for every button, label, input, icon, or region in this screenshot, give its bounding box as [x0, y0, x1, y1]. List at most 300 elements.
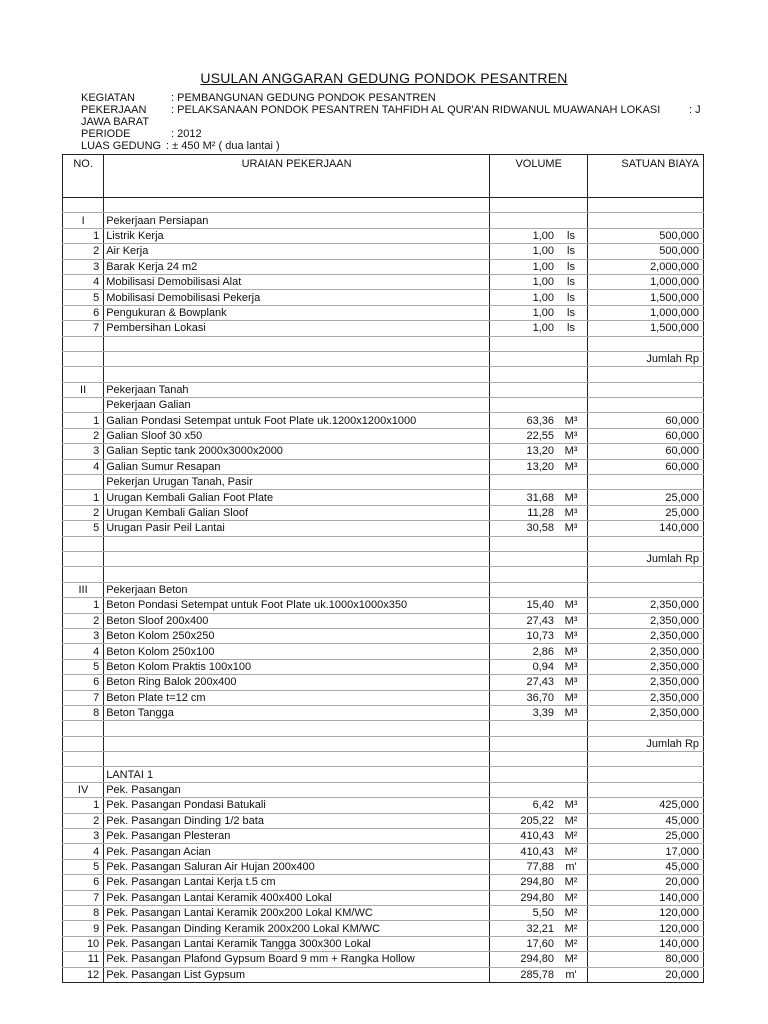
row-description: Pekerjaan Tanah — [104, 382, 490, 397]
row-description: Pembersihan Lokasi — [104, 321, 490, 336]
row-description — [104, 536, 490, 551]
row-unit-price: 2,350,000 — [588, 659, 704, 674]
volume-unit: M² — [564, 814, 578, 827]
row-no — [63, 398, 104, 413]
row-description: Galian Sumur Resapan — [104, 459, 490, 474]
row-description: Pekerjaan Galian — [104, 398, 490, 413]
row-no: 2 — [63, 428, 104, 443]
volume-value: 410,43 — [520, 830, 554, 843]
table-row — [63, 413, 704, 428]
table-row — [63, 521, 704, 536]
row-volume — [489, 782, 587, 797]
table-row — [63, 829, 704, 844]
row-volume — [489, 844, 587, 859]
row-description: Beton Sloof 200x400 — [104, 613, 490, 628]
row-description: Pek. Pasangan Pondasi Batukali — [104, 798, 490, 813]
row-unit-price — [588, 382, 704, 397]
row-unit-price: 60,000 — [588, 459, 704, 474]
volume-value: 0,94 — [532, 660, 554, 673]
row-volume — [489, 259, 587, 274]
row-description: Pek. Pasangan Saluran Air Hujan 200x400 — [104, 859, 490, 874]
row-no: 3 — [63, 259, 104, 274]
row-unit-price: 25,000 — [588, 505, 704, 520]
row-volume — [489, 628, 587, 643]
row-volume — [489, 398, 587, 413]
table-row — [63, 936, 704, 951]
row-no: I — [63, 213, 104, 228]
table-row — [63, 398, 704, 413]
row-description: Pek. Pasangan List Gypsum — [104, 967, 490, 982]
table-row — [63, 782, 704, 797]
row-volume — [489, 305, 587, 320]
row-unit-price — [588, 567, 704, 582]
row-no — [63, 551, 104, 566]
row-no — [63, 367, 104, 382]
row-volume — [489, 475, 587, 490]
row-unit-price: 140,000 — [588, 521, 704, 536]
volume-value: 13,20 — [526, 460, 554, 473]
volume-unit: M³ — [564, 691, 578, 704]
row-unit-price: 425,000 — [588, 798, 704, 813]
table-row — [63, 228, 704, 243]
row-volume — [489, 505, 587, 520]
table-row — [63, 244, 704, 259]
table-row — [63, 767, 704, 782]
row-volume — [489, 228, 587, 243]
row-volume — [489, 321, 587, 336]
table-row — [63, 921, 704, 936]
row-unit-price: 120,000 — [588, 905, 704, 920]
row-volume — [489, 967, 587, 982]
table-row — [63, 490, 704, 505]
kegiatan-label: KEGIATAN — [81, 92, 135, 104]
row-no: 7 — [63, 690, 104, 705]
row-unit-price: 140,000 — [588, 936, 704, 951]
row-description: Beton Plate t=12 cm — [104, 690, 490, 705]
row-description: Urugan Pasir Peil Lantai — [104, 521, 490, 536]
volume-unit: M² — [564, 876, 578, 889]
table-row — [63, 551, 704, 566]
row-description: Urugan Kembali Galian Foot Plate — [104, 490, 490, 505]
row-description: Pekerjaan Persiapan — [104, 213, 490, 228]
row-no — [63, 475, 104, 490]
row-unit-price: 60,000 — [588, 444, 704, 459]
row-unit-price — [588, 398, 704, 413]
row-unit-price — [588, 721, 704, 736]
row-volume — [489, 905, 587, 920]
row-volume — [489, 198, 587, 213]
row-volume — [489, 551, 587, 566]
pekerjaan-tail: : J — [689, 104, 701, 116]
row-unit-price: 1,000,000 — [588, 305, 704, 320]
row-volume — [489, 613, 587, 628]
row-description: Pek. Pasangan Dinding Keramik 200x200 Lokal KM/WC — [104, 921, 490, 936]
row-unit-price: 2,350,000 — [588, 705, 704, 720]
row-description: Beton Kolom Praktis 100x100 — [104, 659, 490, 674]
header-no: NO. — [63, 155, 104, 198]
periode-value: : 2012 — [171, 128, 202, 140]
volume-value: 3,39 — [532, 707, 554, 720]
row-no — [63, 567, 104, 582]
row-volume — [489, 644, 587, 659]
table-row — [63, 844, 704, 859]
row-no — [63, 198, 104, 213]
row-volume — [489, 213, 587, 228]
row-unit-price: 80,000 — [588, 952, 704, 967]
row-unit-price: 60,000 — [588, 413, 704, 428]
volume-value: 1,00 — [532, 322, 554, 335]
row-no: 1 — [63, 490, 104, 505]
table-row — [63, 505, 704, 520]
row-no: 2 — [63, 813, 104, 828]
header-uraian: URAIAN PEKERJAAN — [104, 155, 490, 198]
row-no: 7 — [63, 890, 104, 905]
volume-unit: M³ — [564, 676, 578, 689]
row-description: Air Kerja — [104, 244, 490, 259]
volume-value: 1,00 — [532, 291, 554, 304]
table-header-row — [63, 155, 704, 198]
volume-unit: M³ — [564, 630, 578, 643]
volume-unit: M³ — [564, 660, 578, 673]
meta-periode — [81, 128, 202, 140]
volume-unit: ls — [567, 306, 575, 319]
volume-unit: M³ — [564, 460, 578, 473]
row-no — [63, 767, 104, 782]
row-volume — [489, 921, 587, 936]
row-description — [104, 736, 490, 751]
table-row — [63, 336, 704, 351]
meta-luas-gedung — [81, 140, 280, 152]
row-no: 7 — [63, 321, 104, 336]
row-volume — [489, 705, 587, 720]
table-row — [63, 428, 704, 443]
row-unit-price: Jumlah Rp — [588, 736, 704, 751]
table-row — [63, 798, 704, 813]
row-unit-price: 17,000 — [588, 844, 704, 859]
row-description: Listrik Kerja — [104, 228, 490, 243]
volume-unit: m' — [565, 860, 577, 873]
table-row — [63, 459, 704, 474]
table-row — [63, 213, 704, 228]
row-volume — [489, 444, 587, 459]
row-volume — [489, 721, 587, 736]
budget-table — [62, 154, 704, 983]
row-description — [104, 721, 490, 736]
table-row — [63, 675, 704, 690]
volume-unit: M² — [564, 830, 578, 843]
row-unit-price: 2,350,000 — [588, 628, 704, 643]
row-no: II — [63, 382, 104, 397]
header-volume: VOLUME — [489, 155, 587, 198]
row-no — [63, 351, 104, 366]
row-no — [63, 536, 104, 551]
document-title: USULAN ANGGARAN GEDUNG PONDOK PESANTREN — [200, 70, 568, 86]
volume-value: 1,00 — [532, 260, 554, 273]
row-description: Pek. Pasangan Acian — [104, 844, 490, 859]
row-description — [104, 551, 490, 566]
volume-unit: M³ — [564, 645, 578, 658]
row-no: 3 — [63, 829, 104, 844]
row-unit-price: 2,350,000 — [588, 675, 704, 690]
volume-value: 63,36 — [526, 414, 554, 427]
row-no: 5 — [63, 521, 104, 536]
volume-value: 1,00 — [532, 245, 554, 258]
row-description — [104, 336, 490, 351]
volume-value: 11,28 — [527, 507, 554, 519]
row-volume — [489, 382, 587, 397]
volume-value: 32,21 — [526, 922, 554, 935]
row-no: 5 — [63, 659, 104, 674]
volume-unit: M³ — [564, 414, 578, 427]
row-description: Beton Tangga — [104, 705, 490, 720]
volume-unit: ls — [567, 229, 575, 242]
table-row — [63, 905, 704, 920]
periode-label: PERIODE — [81, 128, 131, 140]
volume-unit: M³ — [564, 614, 578, 627]
row-description: Galian Septic tank 2000x3000x2000 — [104, 444, 490, 459]
pekerjaan-continuation: JAWA BARAT — [81, 116, 150, 128]
row-volume — [489, 736, 587, 751]
row-no: 4 — [63, 274, 104, 289]
table-row — [63, 813, 704, 828]
row-description: Beton Kolom 250x100 — [104, 644, 490, 659]
table-row — [63, 952, 704, 967]
row-no: 4 — [63, 844, 104, 859]
volume-unit: m' — [565, 968, 577, 981]
row-description: Pek. Pasangan Lantai Kerja t.5 cm — [104, 875, 490, 890]
header-satuan-biaya: SATUAN BIAYA — [588, 155, 704, 198]
row-volume — [489, 952, 587, 967]
row-description: Pekerjaan Beton — [104, 582, 490, 597]
volume-unit: ls — [567, 276, 575, 289]
volume-unit: ls — [567, 260, 575, 273]
row-no: 5 — [63, 859, 104, 874]
row-no: 5 — [63, 290, 104, 305]
row-description: Beton Ring Balok 200x400 — [104, 675, 490, 690]
row-unit-price — [588, 213, 704, 228]
row-volume — [489, 798, 587, 813]
row-description: LANTAI 1 — [104, 767, 490, 782]
row-volume — [489, 459, 587, 474]
volume-value: 1,00 — [532, 306, 554, 319]
row-unit-price — [588, 536, 704, 551]
row-volume — [489, 813, 587, 828]
row-no: 6 — [63, 875, 104, 890]
row-volume — [489, 336, 587, 351]
row-description: Beton Pondasi Setempat untuk Foot Plate uk.1000x1000x350 — [104, 598, 490, 613]
row-description: Pek. Pasangan Dinding 1/2 bata — [104, 813, 490, 828]
row-description — [104, 198, 490, 213]
table-row — [63, 628, 704, 643]
volume-unit: ls — [567, 322, 575, 335]
volume-value: 294,80 — [520, 876, 554, 889]
row-unit-price — [588, 475, 704, 490]
table-row — [63, 274, 704, 289]
row-no: 1 — [63, 598, 104, 613]
row-no: 6 — [63, 675, 104, 690]
volume-value: 285,78 — [520, 968, 554, 981]
volume-value: 2,86 — [532, 645, 554, 658]
row-unit-price: 25,000 — [588, 490, 704, 505]
row-description: Pek. Pasangan Lantai Keramik 400x400 Lokal — [104, 890, 490, 905]
row-no: III — [63, 582, 104, 597]
row-no: 8 — [63, 905, 104, 920]
volume-value: 1,00 — [532, 276, 554, 289]
row-no — [63, 721, 104, 736]
table-row — [63, 598, 704, 613]
row-unit-price: 2,350,000 — [588, 690, 704, 705]
row-volume — [489, 536, 587, 551]
row-volume — [489, 290, 587, 305]
volume-value: 15,40 — [526, 599, 554, 612]
row-unit-price: 20,000 — [588, 875, 704, 890]
row-unit-price: 25,000 — [588, 829, 704, 844]
volume-value: 294,80 — [520, 891, 554, 904]
volume-unit: M³ — [564, 491, 578, 504]
volume-unit: M³ — [564, 707, 578, 720]
volume-unit: M² — [564, 953, 578, 966]
row-no: 10 — [63, 936, 104, 951]
table-row — [63, 567, 704, 582]
row-volume — [489, 413, 587, 428]
row-unit-price — [588, 367, 704, 382]
table-row — [63, 890, 704, 905]
row-no: IV — [63, 782, 104, 797]
row-volume — [489, 936, 587, 951]
row-no — [63, 752, 104, 767]
row-volume — [489, 521, 587, 536]
row-volume — [489, 367, 587, 382]
row-unit-price: 500,000 — [588, 244, 704, 259]
row-volume — [489, 598, 587, 613]
volume-value: 27,43 — [526, 676, 554, 689]
row-description: Pek. Pasangan Lantai Keramik 200x200 Lokal KM/WC — [104, 905, 490, 920]
table-row — [63, 198, 704, 213]
luas-label: LUAS GEDUNG — [81, 140, 162, 152]
row-unit-price: 500,000 — [588, 228, 704, 243]
row-no: 1 — [63, 798, 104, 813]
volume-unit: M³ — [564, 430, 578, 443]
row-unit-price: 2,000,000 — [588, 259, 704, 274]
volume-unit: M³ — [564, 445, 578, 458]
volume-value: 17,60 — [526, 937, 554, 950]
table-row — [63, 536, 704, 551]
row-volume — [489, 875, 587, 890]
row-volume — [489, 890, 587, 905]
table-row — [63, 875, 704, 890]
volume-unit: M² — [564, 845, 578, 858]
row-no — [63, 736, 104, 751]
table-row — [63, 659, 704, 674]
row-unit-price: 2,350,000 — [588, 613, 704, 628]
row-unit-price: 1,500,000 — [588, 321, 704, 336]
volume-value: 205,22 — [520, 814, 554, 827]
pekerjaan-value: : PELAKSANAAN PONDOK PESANTREN TAHFIDH AL QUR'AN RIDWANUL MUAWANAH LOKASI — [171, 104, 661, 116]
volume-value: 31,68 — [526, 491, 554, 504]
row-description: Mobilisasi Demobilisasi Pekerja — [104, 290, 490, 305]
row-no: 8 — [63, 705, 104, 720]
row-volume — [489, 767, 587, 782]
table-row — [63, 259, 704, 274]
table-row — [63, 444, 704, 459]
row-unit-price: 120,000 — [588, 921, 704, 936]
row-volume — [489, 428, 587, 443]
table-row — [63, 321, 704, 336]
table-row — [63, 290, 704, 305]
row-description — [104, 567, 490, 582]
volume-value: 1,00 — [532, 229, 554, 242]
row-unit-price: 140,000 — [588, 890, 704, 905]
row-unit-price: 45,000 — [588, 813, 704, 828]
row-volume — [489, 490, 587, 505]
row-volume — [489, 567, 587, 582]
volume-unit: M² — [564, 891, 578, 904]
row-description: Pek. Pasangan Plafond Gypsum Board 9 mm + Rangka Hollow — [104, 952, 490, 967]
row-description — [104, 752, 490, 767]
volume-value: 294,80 — [520, 953, 554, 966]
volume-value: 27,43 — [526, 614, 554, 627]
row-volume — [489, 859, 587, 874]
row-description: Beton Kolom 250x250 — [104, 628, 490, 643]
row-description: Mobilisasi Demobilisasi Alat — [104, 274, 490, 289]
row-unit-price: 1,000,000 — [588, 274, 704, 289]
row-description: Pek. Pasangan Lantai Keramik Tangga 300x300 Lokal — [104, 936, 490, 951]
table-row — [63, 705, 704, 720]
row-unit-price — [588, 767, 704, 782]
row-volume — [489, 675, 587, 690]
volume-value: 36,70 — [526, 691, 554, 704]
volume-unit: M³ — [564, 599, 578, 612]
table-row — [63, 305, 704, 320]
row-no: 2 — [63, 613, 104, 628]
table-row — [63, 721, 704, 736]
row-no: 4 — [63, 459, 104, 474]
table-row — [63, 859, 704, 874]
volume-value: 410,43 — [520, 845, 554, 858]
row-no: 1 — [63, 413, 104, 428]
row-description: Barak Kerja 24 m2 — [104, 259, 490, 274]
table-row — [63, 967, 704, 982]
row-no: 11 — [63, 952, 104, 967]
volume-value: 13,20 — [526, 445, 554, 458]
volume-unit: M² — [564, 922, 578, 935]
row-no: 6 — [63, 305, 104, 320]
row-volume — [489, 244, 587, 259]
volume-value: 30,58 — [526, 522, 554, 535]
table-row — [63, 690, 704, 705]
volume-unit: ls — [567, 245, 575, 258]
meta-pekerjaan — [81, 104, 660, 116]
volume-unit: M² — [564, 937, 578, 950]
row-unit-price — [588, 752, 704, 767]
row-volume — [489, 351, 587, 366]
volume-value: 22,55 — [526, 430, 554, 443]
volume-unit: ls — [567, 291, 575, 304]
row-no — [63, 336, 104, 351]
row-unit-price: 45,000 — [588, 859, 704, 874]
pekerjaan-label: PEKERJAAN — [81, 104, 147, 116]
row-unit-price — [588, 782, 704, 797]
row-volume — [489, 829, 587, 844]
luas-value: : ± 450 M² ( dua lantai ) — [166, 140, 280, 152]
row-unit-price: 2,350,000 — [588, 644, 704, 659]
row-description: Galian Pondasi Setempat untuk Foot Plate uk.1200x1200x1000 — [104, 413, 490, 428]
row-no: 3 — [63, 628, 104, 643]
row-unit-price: 60,000 — [588, 428, 704, 443]
volume-unit: M³ — [564, 799, 578, 812]
table-row — [63, 367, 704, 382]
row-unit-price: 20,000 — [588, 967, 704, 982]
